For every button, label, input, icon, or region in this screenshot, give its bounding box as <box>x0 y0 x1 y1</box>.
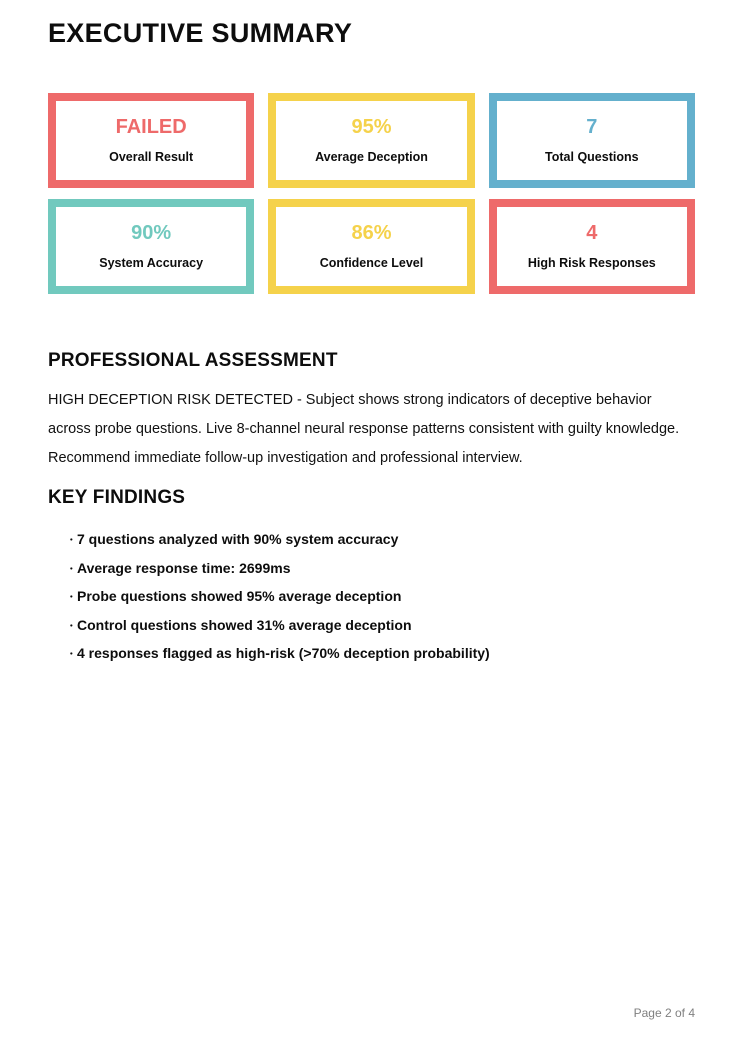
bullet-icon: • <box>70 620 73 630</box>
stat-label: Overall Result <box>109 150 194 164</box>
stat-label: Average Deception <box>315 150 428 164</box>
finding-text: Probe questions showed 95% average deception <box>77 588 402 604</box>
finding-text: Control questions showed 31% average deception <box>77 616 412 633</box>
finding-text: 7 questions analyzed with 90% system accuracy <box>77 531 399 547</box>
stat-card-high-risk-responses <box>489 199 695 294</box>
professional-assessment-body: HIGH DECEPTION RISK DETECTED - Subject shows strong indicators of deceptive behavior across probe questions. Live 8-channel neural response patterns consistent with guilty knowledge. Recommend immediate follow-up investigation and professional interview. <box>48 392 680 466</box>
key-findings-list <box>48 525 695 668</box>
finding-item <box>68 639 695 668</box>
finding-item <box>68 582 695 611</box>
summary-cards-grid <box>48 93 695 294</box>
stat-card-total-questions <box>489 93 695 188</box>
stat-card-system-accuracy <box>48 199 254 294</box>
finding-item <box>68 554 695 583</box>
finding-text: Average response time: 2699ms <box>77 559 291 576</box>
stat-label: Confidence Level <box>319 256 424 270</box>
stat-value: 90% <box>131 222 172 244</box>
stat-label: Total Questions <box>545 150 639 164</box>
stat-value: FAILED <box>115 116 187 138</box>
key-findings-heading: KEY FINDINGS <box>48 487 186 508</box>
page-number-indicator: Page 2 of 4 <box>633 1006 695 1020</box>
stat-card-confidence-level <box>268 199 474 294</box>
finding-item <box>68 611 695 640</box>
stat-value: 7 <box>586 116 598 138</box>
bullet-icon: • <box>70 534 73 544</box>
stat-value: 86% <box>351 222 392 244</box>
stat-label: System Accuracy <box>99 256 204 270</box>
finding-text: 4 responses flagged as high-risk (>70% deception probability) <box>77 645 490 661</box>
bullet-icon: • <box>70 591 73 601</box>
stat-value: 95% <box>351 116 392 138</box>
stat-value: 4 <box>586 222 598 244</box>
professional-assessment-heading: PROFESSIONAL ASSESSMENT <box>48 350 338 371</box>
bullet-icon: • <box>70 563 73 573</box>
stat-label: High Risk Responses <box>527 256 656 270</box>
stat-card-overall-result <box>48 93 254 188</box>
bullet-icon: • <box>70 648 73 658</box>
stat-card-average-deception <box>268 93 474 188</box>
page-title: EXECUTIVE SUMMARY <box>48 18 353 48</box>
finding-item <box>68 525 695 554</box>
